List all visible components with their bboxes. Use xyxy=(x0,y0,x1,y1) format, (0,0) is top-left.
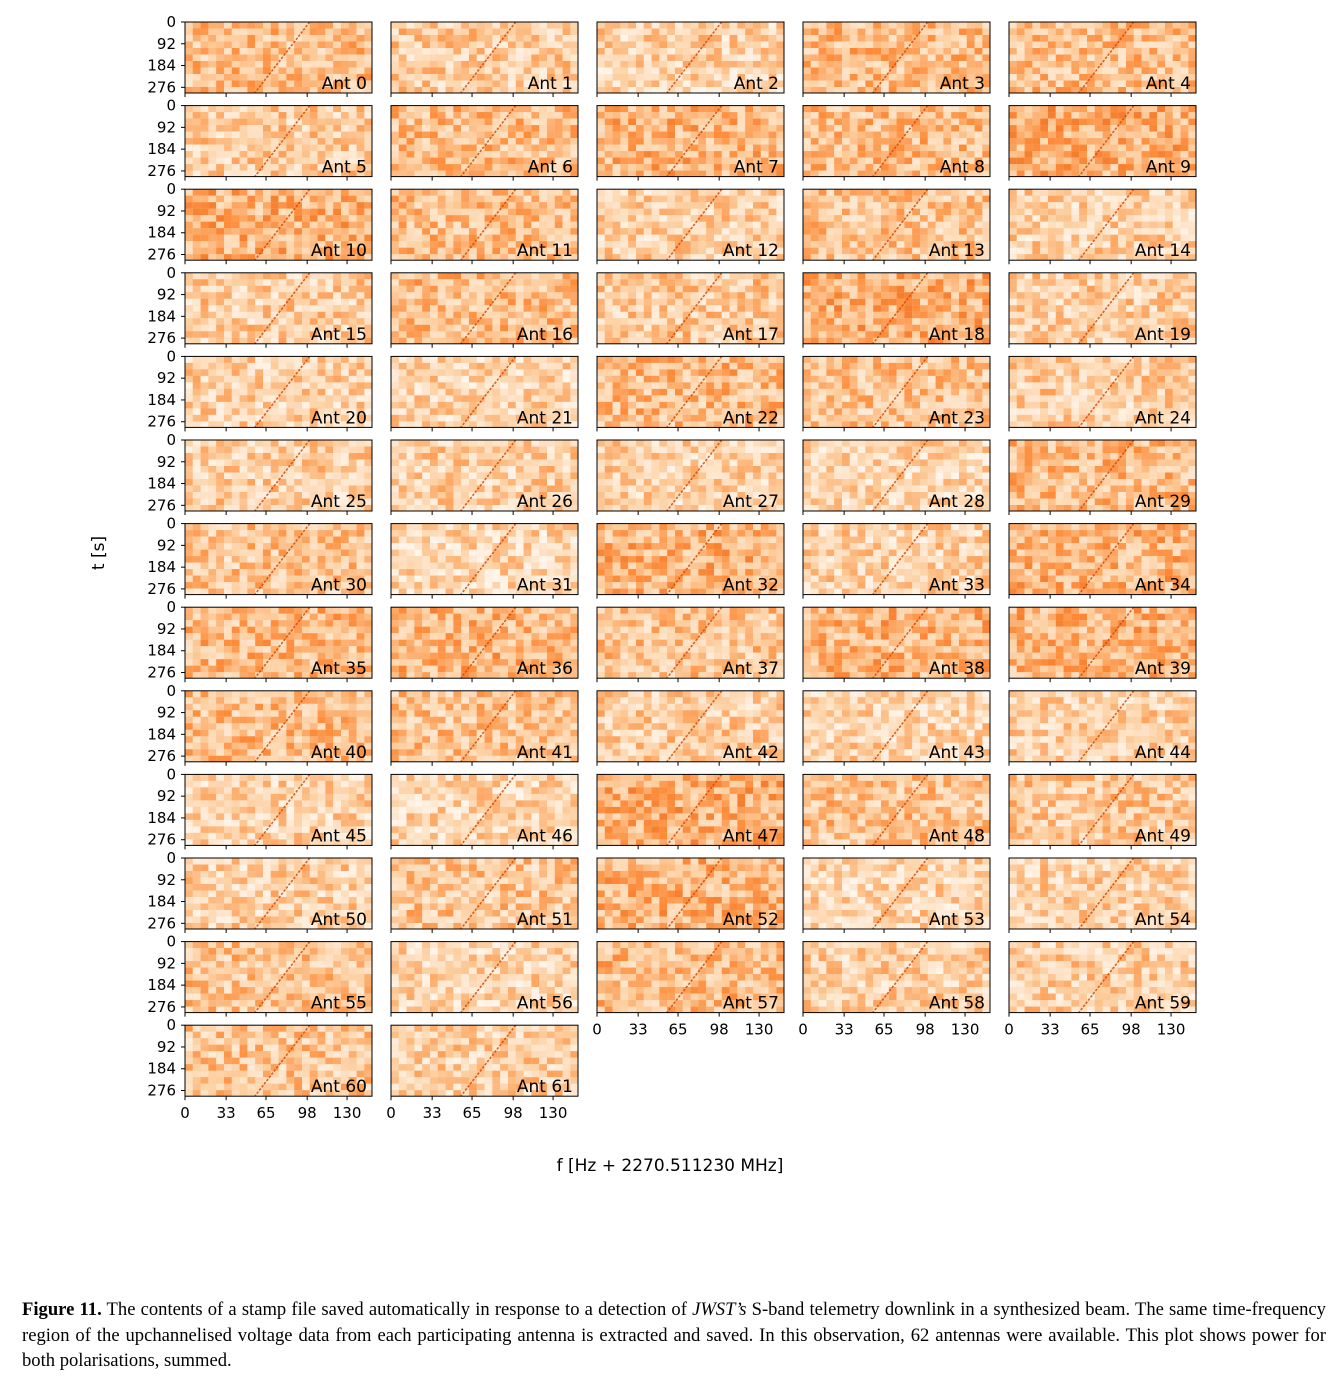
antenna-panel xyxy=(597,273,784,348)
x-axis-label: f [Hz + 2270.511230 MHz] xyxy=(556,1156,784,1176)
antenna-panel xyxy=(1009,607,1196,682)
antenna-panel xyxy=(803,106,990,181)
antenna-panel xyxy=(1009,106,1196,181)
y-tick-label: 276 xyxy=(147,496,176,515)
y-tick-label: 0 xyxy=(166,347,176,366)
antenna-panel xyxy=(1009,691,1196,766)
panel-label: Ant 17 xyxy=(722,324,779,345)
y-tick-label: 276 xyxy=(147,830,176,849)
panel-label: Ant 9 xyxy=(1145,157,1191,178)
y-tick-label: 92 xyxy=(156,870,176,889)
y-tick-label: 92 xyxy=(156,369,176,388)
panel-label: Ant 49 xyxy=(1134,826,1191,847)
panel-label: Ant 10 xyxy=(310,241,367,262)
x-tick-label: 130 xyxy=(1156,1020,1186,1039)
antenna-panel xyxy=(1009,273,1196,348)
antenna-panel xyxy=(391,607,578,682)
panel-label: Ant 58 xyxy=(928,993,985,1014)
antenna-panel xyxy=(803,22,990,97)
figure-caption-text-1: The contents of a stamp file saved automatically in response to a detection of xyxy=(101,1299,693,1320)
antenna-panel xyxy=(597,774,784,849)
panel-label: Ant 20 xyxy=(310,408,367,429)
x-tick-label: 65 xyxy=(874,1020,894,1039)
y-tick-label: 184 xyxy=(147,892,176,911)
panel-label: Ant 23 xyxy=(928,408,985,429)
antenna-panel xyxy=(147,682,372,766)
y-tick-label: 184 xyxy=(147,808,176,827)
antenna-panel xyxy=(1009,356,1196,431)
antenna-panel xyxy=(147,97,372,181)
x-tick-label: 33 xyxy=(422,1104,442,1123)
y-tick-label: 276 xyxy=(147,914,176,933)
panel-label: Ant 21 xyxy=(516,408,573,429)
y-tick-label: 184 xyxy=(147,307,176,326)
panel-label: Ant 47 xyxy=(722,826,779,847)
x-tick-label: 98 xyxy=(297,1104,317,1123)
x-tick-label: 98 xyxy=(709,1020,729,1039)
panel-label: Ant 54 xyxy=(1134,910,1191,930)
panel-label: Ant 34 xyxy=(1134,575,1191,596)
y-tick-label: 276 xyxy=(147,1081,176,1100)
panel-label: Ant 7 xyxy=(733,157,779,178)
antenna-panel xyxy=(803,607,990,682)
y-tick-label: 184 xyxy=(147,1059,176,1078)
panel-label: Ant 52 xyxy=(722,910,779,930)
antenna-panel xyxy=(597,440,784,515)
panel-label: Ant 53 xyxy=(928,910,985,930)
y-tick-label: 276 xyxy=(147,747,176,766)
antenna-panel xyxy=(597,356,784,431)
panel-label: Ant 41 xyxy=(516,742,573,763)
antenna-panel xyxy=(597,189,784,264)
figure-caption xyxy=(22,1297,1326,1374)
figure-caption-text-2: S-band telemetry downlink in a synthesized beam. The same time-frequency region of the upchannelised voltage data from each participating antenna is extracted and saved. In this observation, 62 antennas were available. This plot shows power for both polarisations, summed. xyxy=(22,1299,1326,1371)
y-tick-label: 92 xyxy=(156,34,176,53)
antenna-panel xyxy=(597,858,784,933)
panel-label: Ant 0 xyxy=(321,74,367,94)
x-tick-label: 65 xyxy=(462,1104,482,1123)
figure-caption-emphasis: JWST’s xyxy=(692,1299,747,1320)
panel-label: Ant 43 xyxy=(928,742,985,763)
x-tick-label: 33 xyxy=(216,1104,236,1123)
y-tick-label: 92 xyxy=(156,954,176,973)
y-tick-label: 92 xyxy=(156,536,176,555)
y-tick-label: 276 xyxy=(147,663,176,682)
antenna-panel xyxy=(592,942,784,1039)
x-tick-label: 98 xyxy=(915,1020,935,1039)
panel-label: Ant 26 xyxy=(516,492,573,512)
antenna-panel xyxy=(391,106,578,181)
antenna-panel xyxy=(391,440,578,515)
antenna-panel xyxy=(391,774,578,849)
antenna-panel xyxy=(1004,942,1196,1039)
y-tick-label: 0 xyxy=(166,514,176,533)
x-tick-label: 0 xyxy=(798,1020,808,1039)
y-tick-label: 0 xyxy=(166,765,176,784)
panel-label: Ant 5 xyxy=(321,157,367,178)
x-tick-label: 130 xyxy=(744,1020,774,1039)
y-tick-label: 0 xyxy=(166,598,176,617)
panel-label: Ant 25 xyxy=(310,492,367,512)
antenna-panel xyxy=(147,13,372,97)
antenna-panel xyxy=(147,515,372,599)
antenna-panel xyxy=(147,849,372,933)
antenna-panel xyxy=(147,1016,372,1122)
antenna-panel xyxy=(391,22,578,97)
antenna-panel xyxy=(803,189,990,264)
antenna-panel xyxy=(1009,774,1196,849)
antenna-panel xyxy=(1009,22,1196,97)
x-tick-label: 65 xyxy=(668,1020,688,1039)
y-tick-label: 0 xyxy=(166,13,176,31)
y-tick-label: 184 xyxy=(147,558,176,577)
panel-label: Ant 40 xyxy=(310,742,367,763)
y-tick-label: 0 xyxy=(166,263,176,282)
antenna-panel xyxy=(147,598,372,682)
panel-label: Ant 2 xyxy=(733,74,779,94)
y-tick-label: 92 xyxy=(156,619,176,638)
antenna-panel xyxy=(803,774,990,849)
y-tick-label: 276 xyxy=(147,78,176,97)
y-tick-label: 0 xyxy=(166,180,176,199)
panel-label: Ant 59 xyxy=(1134,993,1191,1014)
y-tick-label: 184 xyxy=(147,56,176,75)
x-tick-label: 0 xyxy=(592,1020,602,1039)
panel-label: Ant 18 xyxy=(928,324,985,345)
panel-label: Ant 14 xyxy=(1134,241,1191,262)
antenna-panel xyxy=(147,347,372,431)
antenna-panel xyxy=(1009,524,1196,599)
panel-label: Ant 22 xyxy=(722,408,779,429)
y-tick-label: 0 xyxy=(166,96,176,115)
x-tick-label: 0 xyxy=(1004,1020,1014,1039)
antenna-panel xyxy=(391,356,578,431)
antenna-panel xyxy=(391,691,578,766)
panel-label: Ant 6 xyxy=(527,157,573,178)
antenna-panel xyxy=(147,431,372,515)
panel-label: Ant 50 xyxy=(310,910,367,930)
panel-label: Ant 48 xyxy=(928,826,985,847)
panel-label: Ant 13 xyxy=(928,241,985,262)
x-tick-label: 33 xyxy=(834,1020,854,1039)
panel-label: Ant 57 xyxy=(722,993,779,1014)
panel-label: Ant 16 xyxy=(516,324,573,345)
antenna-panel xyxy=(597,524,784,599)
antenna-panel xyxy=(147,765,372,849)
antenna-panel xyxy=(1009,440,1196,515)
panel-label: Ant 42 xyxy=(722,742,779,763)
antenna-panel xyxy=(597,607,784,682)
panel-label: Ant 19 xyxy=(1134,324,1191,345)
x-tick-label: 0 xyxy=(180,1104,190,1123)
panel-label: Ant 46 xyxy=(516,826,573,847)
panel-label: Ant 55 xyxy=(310,993,367,1014)
y-axis-label: t [s] xyxy=(89,535,109,571)
figure-caption-label: Figure 11. xyxy=(22,1299,102,1320)
y-tick-label: 184 xyxy=(147,641,176,660)
antenna-panel xyxy=(147,933,372,1017)
y-tick-label: 184 xyxy=(147,976,176,995)
antenna-panel xyxy=(1009,858,1196,933)
antenna-panel xyxy=(391,524,578,599)
antenna-panel xyxy=(391,942,578,1017)
x-tick-label: 33 xyxy=(628,1020,648,1039)
panel-label: Ant 60 xyxy=(310,1077,367,1098)
antenna-panels-grid xyxy=(147,13,1196,1122)
panel-label: Ant 27 xyxy=(722,492,779,512)
y-tick-label: 276 xyxy=(147,245,176,264)
panel-label: Ant 15 xyxy=(310,324,367,345)
panel-label: Ant 51 xyxy=(516,910,573,930)
antenna-panel xyxy=(803,858,990,933)
antenna-panel xyxy=(803,356,990,431)
antenna-panel xyxy=(597,106,784,181)
antenna-panel xyxy=(1009,189,1196,264)
y-tick-label: 92 xyxy=(156,703,176,722)
antenna-panel xyxy=(803,691,990,766)
antenna-panel xyxy=(391,858,578,933)
panel-label: Ant 61 xyxy=(516,1077,573,1098)
y-tick-label: 276 xyxy=(147,329,176,348)
panel-label: Ant 37 xyxy=(722,659,779,680)
panel-label: Ant 56 xyxy=(516,993,573,1014)
panel-label: Ant 36 xyxy=(516,659,573,680)
panel-label: Ant 31 xyxy=(516,575,573,596)
antenna-panel xyxy=(803,440,990,515)
x-tick-label: 0 xyxy=(386,1104,396,1123)
x-tick-label: 130 xyxy=(538,1104,568,1123)
panel-label: Ant 33 xyxy=(928,575,985,596)
panel-label: Ant 1 xyxy=(527,74,573,94)
y-tick-label: 92 xyxy=(156,452,176,471)
x-tick-label: 65 xyxy=(1080,1020,1100,1039)
y-tick-label: 0 xyxy=(166,932,176,951)
y-tick-label: 184 xyxy=(147,390,176,409)
antenna-panel xyxy=(798,942,990,1039)
y-tick-label: 0 xyxy=(166,431,176,449)
antenna-panel xyxy=(597,22,784,97)
y-tick-label: 276 xyxy=(147,412,176,431)
y-tick-label: 92 xyxy=(156,201,176,220)
panel-label: Ant 38 xyxy=(928,659,985,680)
panel-label: Ant 45 xyxy=(310,826,367,847)
panel-label: Ant 30 xyxy=(310,575,367,596)
antenna-panel xyxy=(803,273,990,348)
antenna-panel xyxy=(147,264,372,348)
y-tick-label: 276 xyxy=(147,997,176,1016)
panel-label: Ant 12 xyxy=(722,241,779,262)
y-tick-label: 276 xyxy=(147,579,176,598)
x-tick-label: 65 xyxy=(256,1104,276,1123)
panel-label: Ant 44 xyxy=(1134,742,1191,763)
panel-label: Ant 35 xyxy=(310,659,367,680)
panel-label: Ant 11 xyxy=(516,241,573,262)
y-tick-label: 92 xyxy=(156,787,176,806)
y-tick-label: 92 xyxy=(156,1037,176,1056)
y-tick-label: 0 xyxy=(166,849,176,867)
x-tick-label: 98 xyxy=(503,1104,523,1123)
x-tick-label: 98 xyxy=(1121,1020,1141,1039)
y-tick-label: 184 xyxy=(147,140,176,159)
y-tick-label: 184 xyxy=(147,223,176,242)
panel-label: Ant 4 xyxy=(1145,74,1191,94)
y-tick-label: 276 xyxy=(147,161,176,180)
antenna-panel xyxy=(803,524,990,599)
antenna-panel xyxy=(391,189,578,264)
panel-label: Ant 3 xyxy=(939,74,985,94)
antenna-panel xyxy=(147,180,372,264)
panel-label: Ant 28 xyxy=(928,492,985,512)
antenna-panel xyxy=(391,273,578,348)
y-tick-label: 92 xyxy=(156,285,176,304)
y-tick-label: 0 xyxy=(166,1016,176,1035)
y-tick-label: 92 xyxy=(156,118,176,137)
x-tick-label: 130 xyxy=(332,1104,362,1123)
y-tick-label: 184 xyxy=(147,474,176,493)
panel-label: Ant 8 xyxy=(939,157,985,178)
antenna-panel xyxy=(597,691,784,766)
x-tick-label: 33 xyxy=(1040,1020,1060,1039)
y-tick-label: 0 xyxy=(166,681,176,700)
panel-label: Ant 32 xyxy=(722,575,779,596)
x-tick-label: 130 xyxy=(950,1020,980,1039)
panel-label: Ant 29 xyxy=(1134,492,1191,512)
y-tick-label: 184 xyxy=(147,725,176,744)
panel-label: Ant 39 xyxy=(1134,659,1191,680)
antenna-panel xyxy=(386,1025,578,1122)
panel-label: Ant 24 xyxy=(1134,408,1191,429)
